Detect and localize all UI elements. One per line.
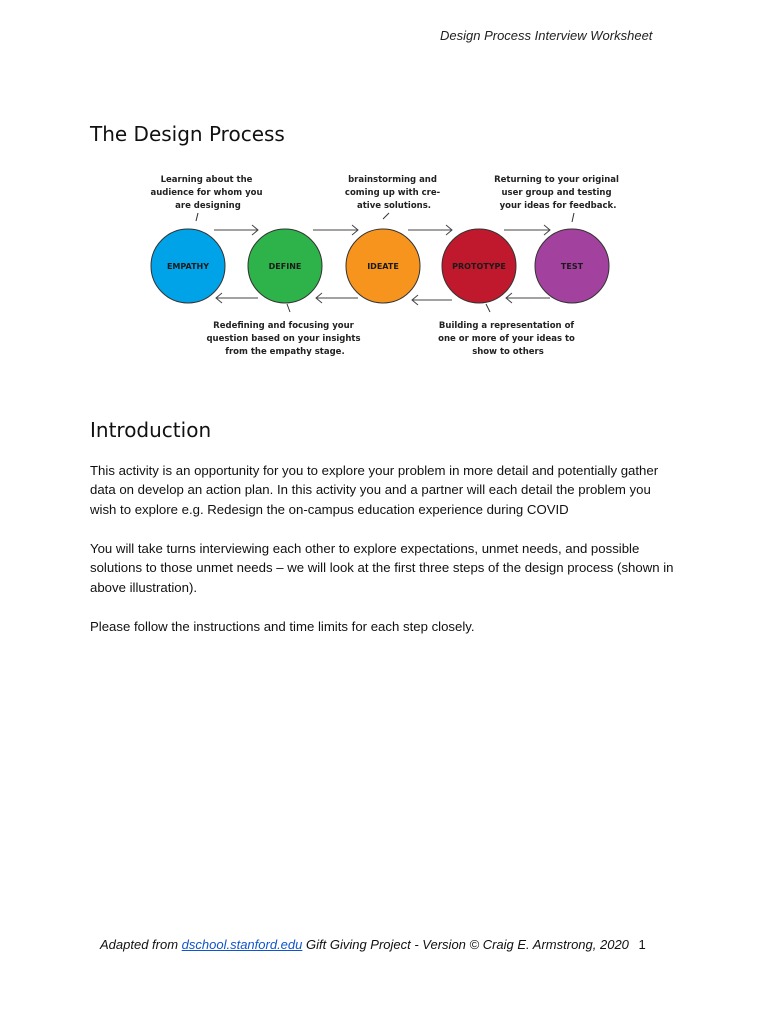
stage-ideate-label: IDEATE xyxy=(367,262,399,271)
stage-prototype-label: PROTOTYPE xyxy=(452,262,506,271)
note-ideate: brainstorming and coming up with cre- ative solutions. xyxy=(344,175,441,211)
dschool-link[interactable]: dschool.stanford.edu xyxy=(181,937,303,952)
footer-prefix: Adapted from xyxy=(100,937,179,952)
stage-test-label: TEST xyxy=(560,262,584,271)
intro-paragraph-1: This activity is an opportunity for you to explore your problem in more detail and potentially gather data on develop an action plan. In this activity you and a partner will each detail the problem you wish to explore e.g. Redesign the on-campus education experience during COVID xyxy=(90,463,659,517)
page-header: Design Process Interview Worksheet xyxy=(440,28,653,43)
stage-define-label: DEFINE xyxy=(268,262,302,271)
stage-empathy-label: EMPATHY xyxy=(166,262,210,271)
note-empathy: Learning about the audience for whom you are designing xyxy=(150,175,263,211)
page-footer xyxy=(100,937,646,952)
introduction-heading: Introduction xyxy=(90,418,212,442)
design-process-diagram xyxy=(140,168,630,368)
note-test: Returning to your original user group and testing your ideas for feedback. xyxy=(494,175,619,211)
design-process-heading: The Design Process xyxy=(90,122,285,146)
intro-paragraph-3: Please follow the instructions and time limits for each step closely. xyxy=(90,619,475,634)
footer-suffix: Gift Giving Project - Version © Craig E. Armstrong, 2020 xyxy=(306,937,629,952)
intro-paragraph-2: You will take turns interviewing each other to explore expectations, unmet needs, and possible solutions to those unmet needs – we will look at the first three steps of the design process (shown in above illustration). xyxy=(90,541,674,595)
note-prototype: Building a representation of one or more of your ideas to show to others xyxy=(438,321,575,357)
page-number: 1 xyxy=(638,937,646,952)
note-define: Redefining and focusing your question based on your insights from the empathy stage. xyxy=(206,321,361,357)
